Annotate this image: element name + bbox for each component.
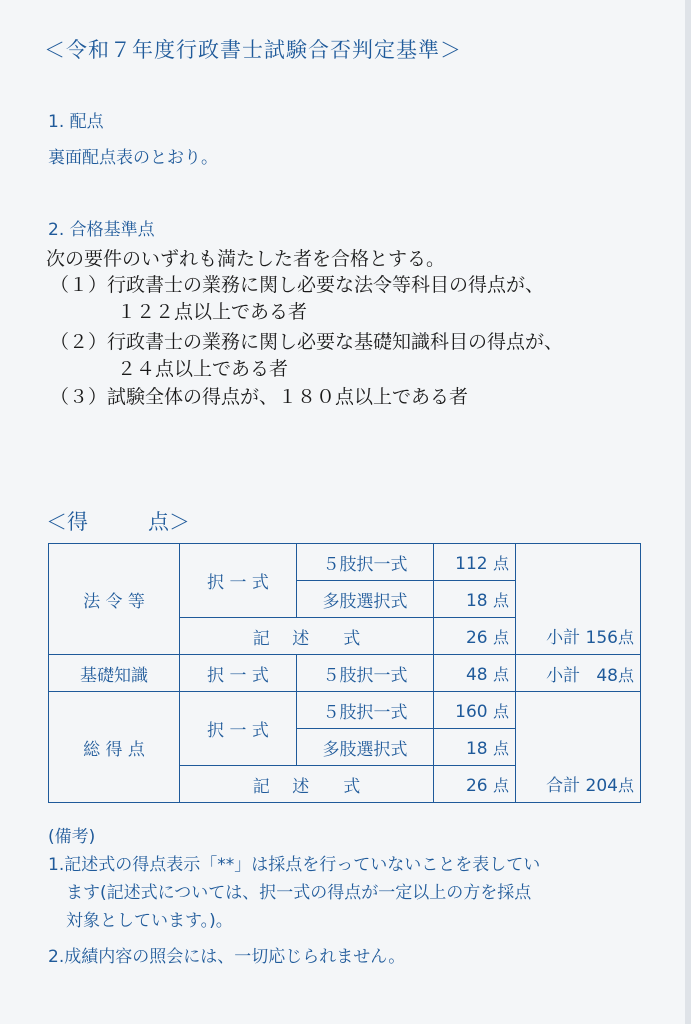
unit: 点	[492, 627, 509, 647]
score-value: 18	[465, 738, 488, 759]
condition-1-cont: １２２点以上である者	[117, 301, 308, 323]
unit: 点	[492, 738, 509, 758]
unit: 点	[492, 590, 509, 610]
section2-intro: 次の要件のいずれも満たした者を合格とする。	[46, 248, 446, 270]
subtotal-value: 48	[596, 665, 618, 686]
total-label-text: 合計	[546, 776, 581, 796]
score-value: 48	[465, 664, 488, 685]
note-1-line-1: 1.記述式の得点表示「**」は採点を行っていないことを表してい	[48, 855, 541, 875]
row-name: ５肢択一式	[297, 544, 434, 581]
score-value: 160	[455, 701, 488, 722]
unit: 点	[617, 776, 634, 795]
condition-1	[50, 270, 544, 297]
kiso-taku: 択 一 式	[180, 655, 297, 692]
note-1-line-3: 対象としています。)。	[66, 911, 233, 931]
unit: 点	[492, 775, 509, 795]
score-cell	[434, 544, 516, 581]
row-name: 多肢選択式	[297, 729, 434, 766]
score-cell	[434, 655, 516, 692]
page-edge-shadow	[685, 0, 691, 1024]
notes-heading: (備考)	[48, 827, 96, 847]
table-row	[49, 655, 641, 692]
total-kijutsu: 記 述 式	[180, 766, 434, 803]
unit: 点	[617, 628, 634, 647]
unit: 点	[617, 665, 634, 685]
kiso-subtotal	[516, 655, 641, 692]
score-value: 112	[455, 553, 488, 574]
condition-label: （２）	[50, 331, 108, 353]
row-name: ５肢択一式	[297, 655, 434, 692]
condition-label: （３）	[50, 386, 108, 408]
unit: 点	[492, 664, 509, 684]
note-2: 2.成績内容の照会には、一切応じられません。	[48, 947, 406, 967]
scores-heading-right: 点＞	[148, 510, 190, 534]
total-value: 204	[585, 776, 618, 796]
hourei-taku: 択 一 式	[180, 544, 297, 618]
subtotal-label: 小計	[546, 665, 581, 686]
condition-text: 行政書士の業務に関し必要な基礎知識科目の得点が、	[107, 331, 564, 353]
score-value: 18	[465, 590, 488, 611]
hourei-subtotal	[516, 544, 641, 655]
hourei-kijutsu: 記 述 式	[180, 618, 434, 655]
grand-total	[516, 692, 641, 803]
score-table	[48, 543, 641, 803]
row-name: 多肢選択式	[297, 581, 434, 618]
row-name: ５肢択一式	[297, 692, 434, 729]
score-value: 26	[465, 775, 488, 796]
unit: 点	[492, 553, 509, 573]
score-value: 26	[465, 627, 488, 648]
condition-2-cont: ２４点以上である者	[117, 358, 289, 380]
total-label: 総 得 点	[49, 692, 180, 803]
subtotal-label: 小計	[546, 628, 581, 648]
condition-text: 試験全体の得点が、１８０点以上である者	[107, 386, 469, 408]
condition-3	[50, 382, 468, 409]
scores-heading	[46, 506, 190, 536]
scores-heading-left: ＜得	[46, 510, 88, 534]
note-1-line-2: ます(記述式については、択一式の得点が一定以上の方を採点	[66, 883, 532, 903]
page-title: ＜令和７年度行政書士試験合否判定基準＞	[44, 38, 462, 62]
condition-2	[50, 327, 563, 354]
total-taku: 択 一 式	[180, 692, 297, 766]
table-row	[49, 544, 641, 581]
score-cell	[434, 581, 516, 618]
section1-heading: 1. 配点	[48, 112, 104, 132]
condition-text: 行政書士の業務に関し必要な法令等科目の得点が、	[107, 274, 545, 296]
table-row	[49, 692, 641, 729]
condition-label: （１）	[50, 274, 108, 296]
score-cell	[434, 766, 516, 803]
score-cell	[434, 618, 516, 655]
section1-body: 裏面配点表のとおり。	[48, 148, 218, 168]
score-cell	[434, 729, 516, 766]
section2-heading: 2. 合格基準点	[48, 220, 155, 240]
score-cell	[434, 692, 516, 729]
subtotal-value: 156	[585, 628, 618, 648]
kiso-label: 基礎知識	[49, 655, 180, 692]
hourei-label: 法 令 等	[49, 544, 180, 655]
unit: 点	[492, 701, 509, 721]
